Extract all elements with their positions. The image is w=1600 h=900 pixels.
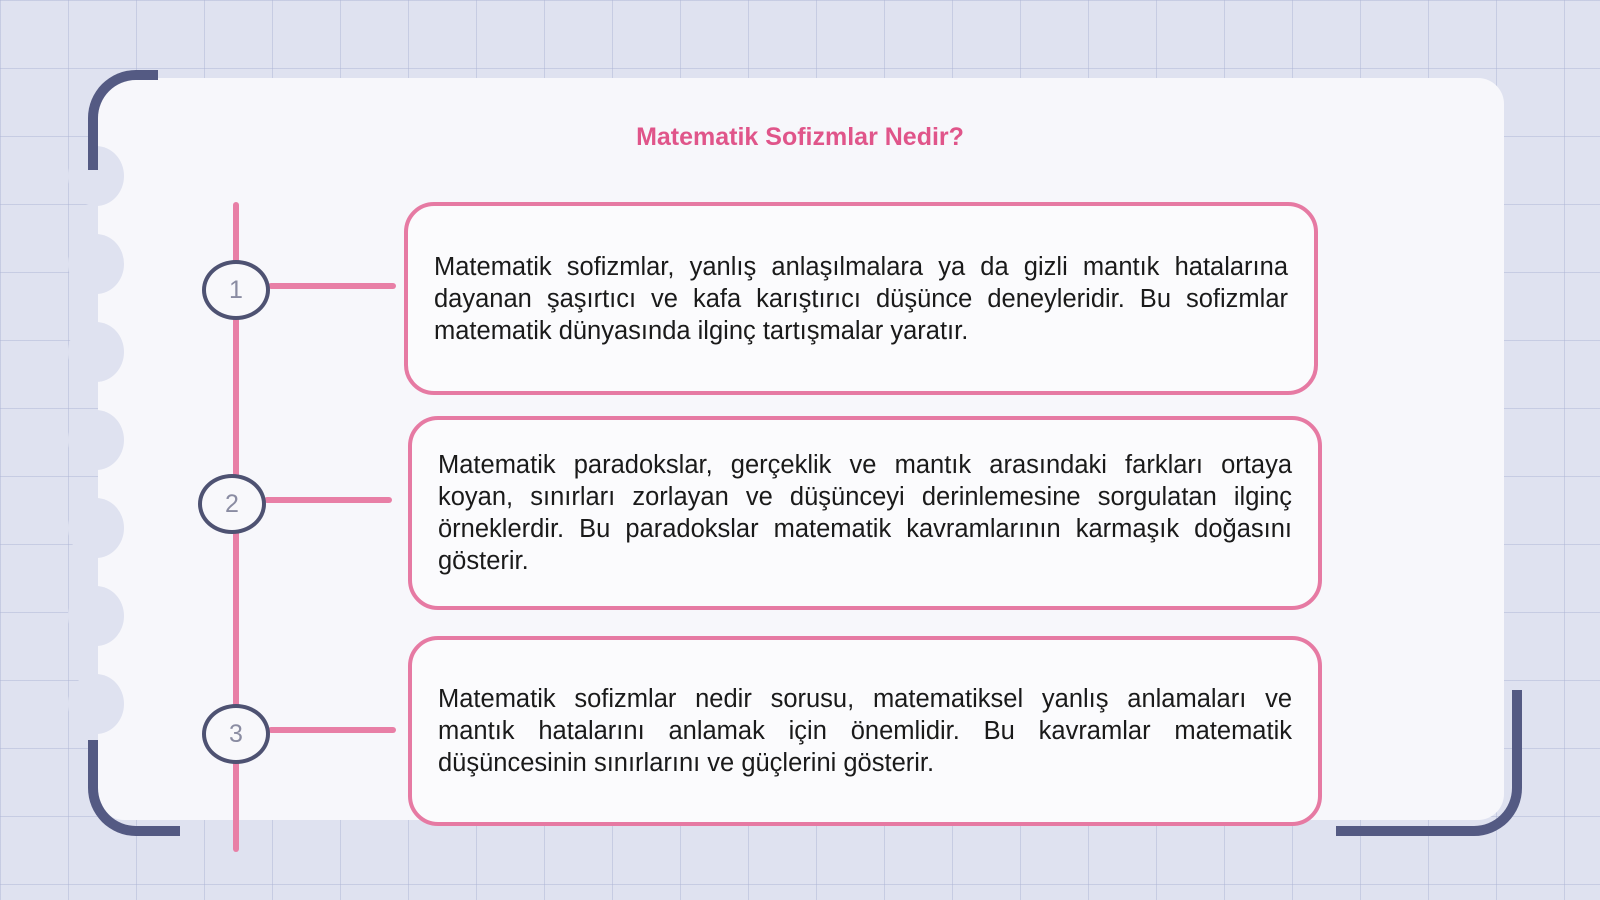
step-marker-1 bbox=[202, 260, 270, 320]
corner-bracket-bottom-left bbox=[88, 740, 180, 836]
scallop-notch bbox=[68, 234, 124, 294]
scallop-notch bbox=[68, 410, 124, 470]
timeline-connector bbox=[264, 497, 392, 503]
scallop-notch bbox=[68, 674, 124, 734]
timeline-connector bbox=[268, 283, 396, 289]
step-number: 3 bbox=[229, 719, 243, 748]
text-box-1 bbox=[404, 202, 1318, 395]
step-number: 1 bbox=[229, 275, 243, 304]
scallop-notch bbox=[68, 322, 124, 382]
text-box-3 bbox=[408, 636, 1322, 826]
step-marker-3 bbox=[202, 704, 270, 764]
item-text: Matematik sofizmlar nedir sorusu, matematiksel yanlış anlamaları ve mantık hatalarını anlamak için önemlidir. Bu kavramlar matematik düşüncesinin sınırlarını ve güçlerini gösterir. bbox=[438, 685, 1292, 777]
scallop-notch bbox=[68, 498, 124, 558]
scallop-notch bbox=[68, 586, 124, 646]
item-text: Matematik paradokslar, gerçeklik ve mantık arasındaki farkları ortaya koyan, sınırları zorlayan ve düşünceyi derinlemesine sorgulatan ilginç örneklerdir. Bu paradokslar matematik kavramlarının karmaşık doğasını gösterir. bbox=[438, 451, 1292, 575]
step-marker-2 bbox=[198, 474, 266, 534]
corner-bracket-top-left bbox=[88, 70, 158, 170]
timeline-connector bbox=[268, 727, 396, 733]
slide-title: Matematik Sofizmlar Nedir? bbox=[636, 123, 964, 151]
corner-bracket-bottom-right bbox=[1336, 690, 1522, 836]
text-box-2 bbox=[408, 416, 1322, 610]
item-text: Matematik sofizmlar, yanlış anlaşılmalara ya da gizli mantık hatalarına dayanan şaşırtıcı ve kafa karıştırıcı düşünce deneyleridir. Bu sofizmlar matematik dünyasında ilginç tartışmalar yaratır. bbox=[434, 252, 1288, 345]
step-number: 2 bbox=[225, 489, 239, 518]
